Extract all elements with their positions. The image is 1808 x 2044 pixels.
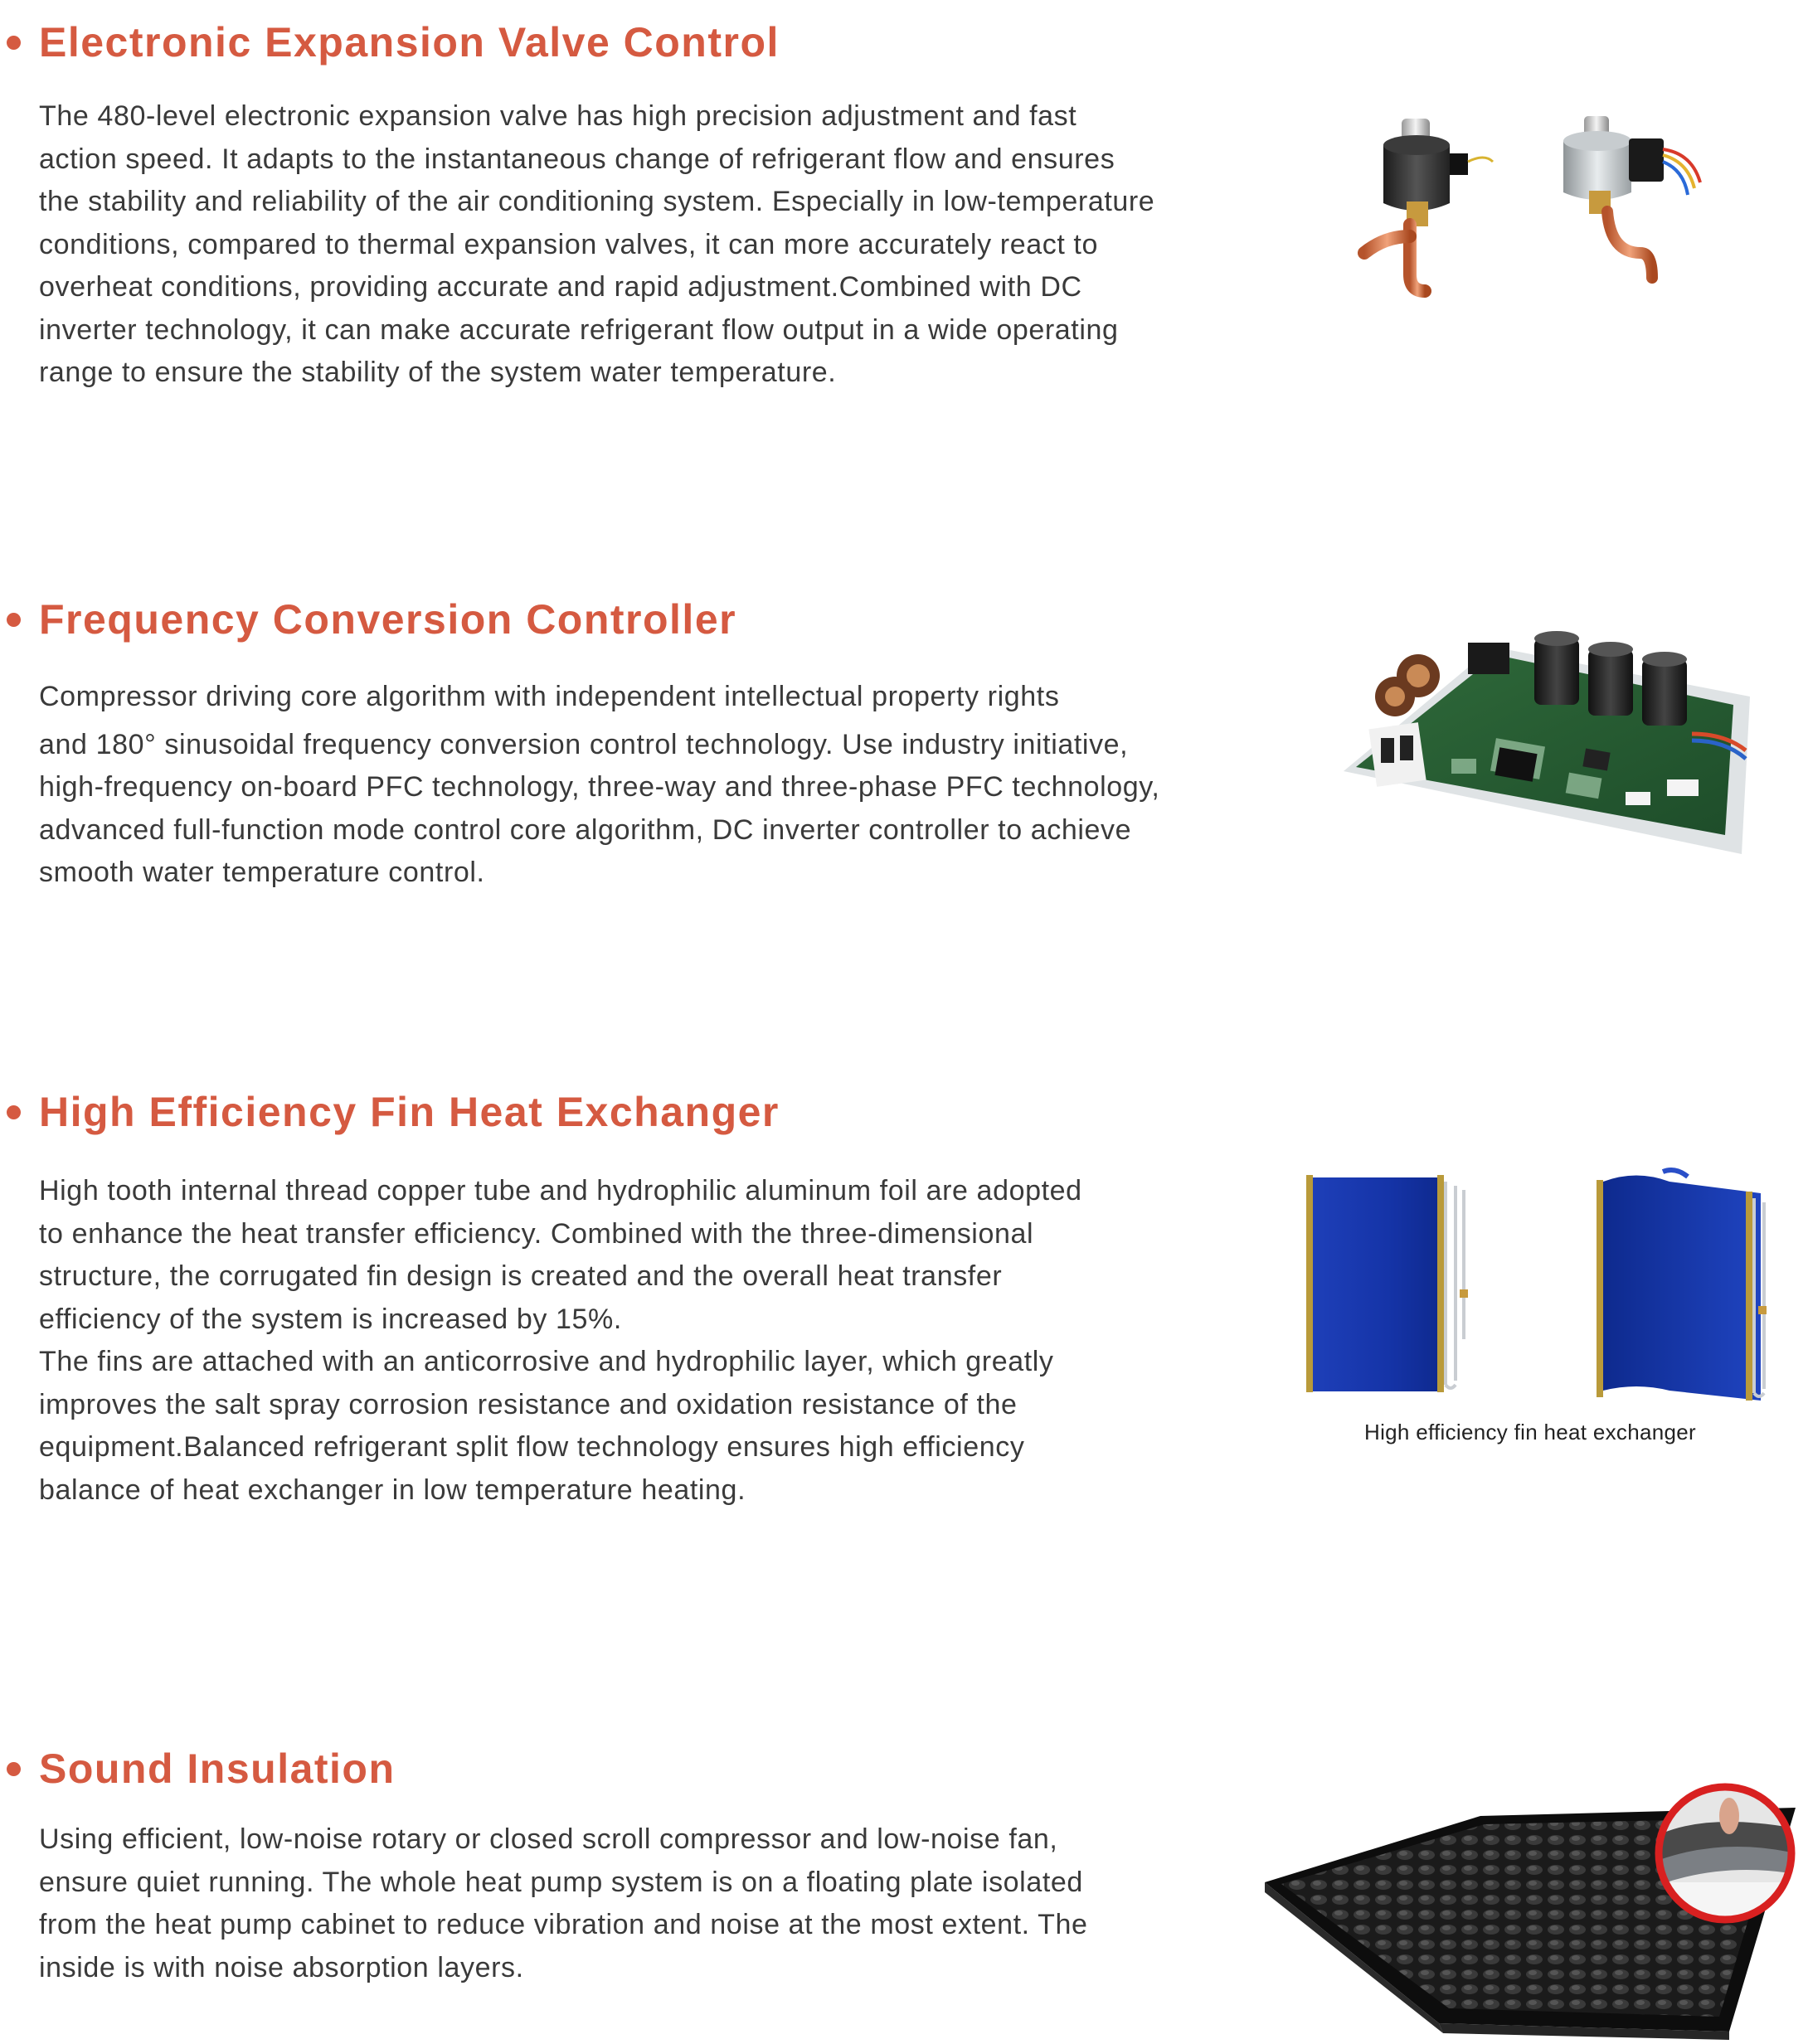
body-line: high-frequency on-board PFC technology, three-way and three-phase PFC technology, <box>39 771 1160 803</box>
bullet-icon <box>7 1105 21 1119</box>
section-title <box>0 18 780 66</box>
body-line: improves the salt spray corrosion resistance and oxidation resistance of the <box>39 1388 1018 1420</box>
fin-heat-exchanger-image <box>1298 1165 1779 1414</box>
section-title-text: Sound Insulation <box>39 1745 396 1792</box>
body-line: High tooth internal thread copper tube and hydrophilic aluminum foil are adopted <box>39 1175 1082 1206</box>
body-line: to enhance the heat transfer efficiency. Combined with the three-dimensional <box>39 1217 1034 1250</box>
body-line: ensure quiet running. The whole heat pump system is on a floating plate isolated <box>39 1866 1083 1898</box>
body-line: and 180° sinusoidal frequency conversion control technology. Use industry initiative, <box>39 728 1129 760</box>
body-line: Compressor driving core algorithm with independent intellectual property rights <box>39 681 1060 712</box>
figure-caption: High efficiency fin heat exchanger <box>1364 1420 1696 1444</box>
bullet-icon <box>7 1762 21 1776</box>
section-title <box>0 1745 396 1793</box>
section-title-text: High Efficiency Fin Heat Exchanger <box>39 1089 780 1135</box>
body-line: Using efficient, low-noise rotary or closed scroll compressor and low-noise fan, <box>39 1823 1058 1855</box>
expansion-valve-image <box>1344 104 1742 311</box>
body-line: The fins are attached with an anticorrosive and hydrophilic layer, which greatly <box>39 1346 1054 1377</box>
body-line: conditions, compared to thermal expansion valves, it can more accurately react to <box>39 228 1098 260</box>
body-line: action speed. It adapts to the instantaneous change of refrigerant flow and ensures <box>39 143 1115 175</box>
body-line: range to ensure the stability of the system water temperature. <box>39 357 837 388</box>
section-title-text: Frequency Conversion Controller <box>39 596 737 643</box>
bullet-icon <box>7 36 21 50</box>
body-line: efficiency of the system is increased by 15%. <box>39 1303 622 1335</box>
body-line: from the heat pump cabinet to reduce vibration and noise at the most extent. The <box>39 1909 1088 1940</box>
section-title-text: Electronic Expansion Valve Control <box>39 19 780 66</box>
body-line: overheat conditions, providing accurate and rapid adjustment.Combined with DC <box>39 271 1082 303</box>
body-line: equipment.Balanced refrigerant split flow technology ensures high efficiency <box>39 1431 1025 1463</box>
bullet-icon <box>7 613 21 627</box>
section-body <box>39 95 1300 395</box>
body-line: inside is with noise absorption layers. <box>39 1951 524 1983</box>
body-line: the stability and reliability of the air conditioning system. Especially in low-temperature <box>39 186 1155 217</box>
body-line: The 480-level electronic expansion valve has high precision adjustment and fast <box>39 100 1077 132</box>
section-body <box>39 1818 1300 1989</box>
body-line: structure, the corrugated fin design is created and the overall heat transfer <box>39 1260 1003 1292</box>
sound-insulation-panel-image <box>1265 1758 1804 2040</box>
section-title <box>0 595 736 643</box>
body-line: advanced full-function mode control core algorithm, DC inverter controller to achieve <box>39 813 1132 846</box>
body-line: balance of heat exchanger in low temperature heating. <box>39 1474 746 1506</box>
section-body <box>39 676 1300 895</box>
section-body <box>39 1170 1300 1512</box>
body-line: smooth water temperature control. <box>39 857 485 888</box>
section-title <box>0 1088 780 1136</box>
controller-board-image <box>1327 618 1750 858</box>
body-line: inverter technology, it can make accurate refrigerant flow output in a wide operating <box>39 313 1119 346</box>
